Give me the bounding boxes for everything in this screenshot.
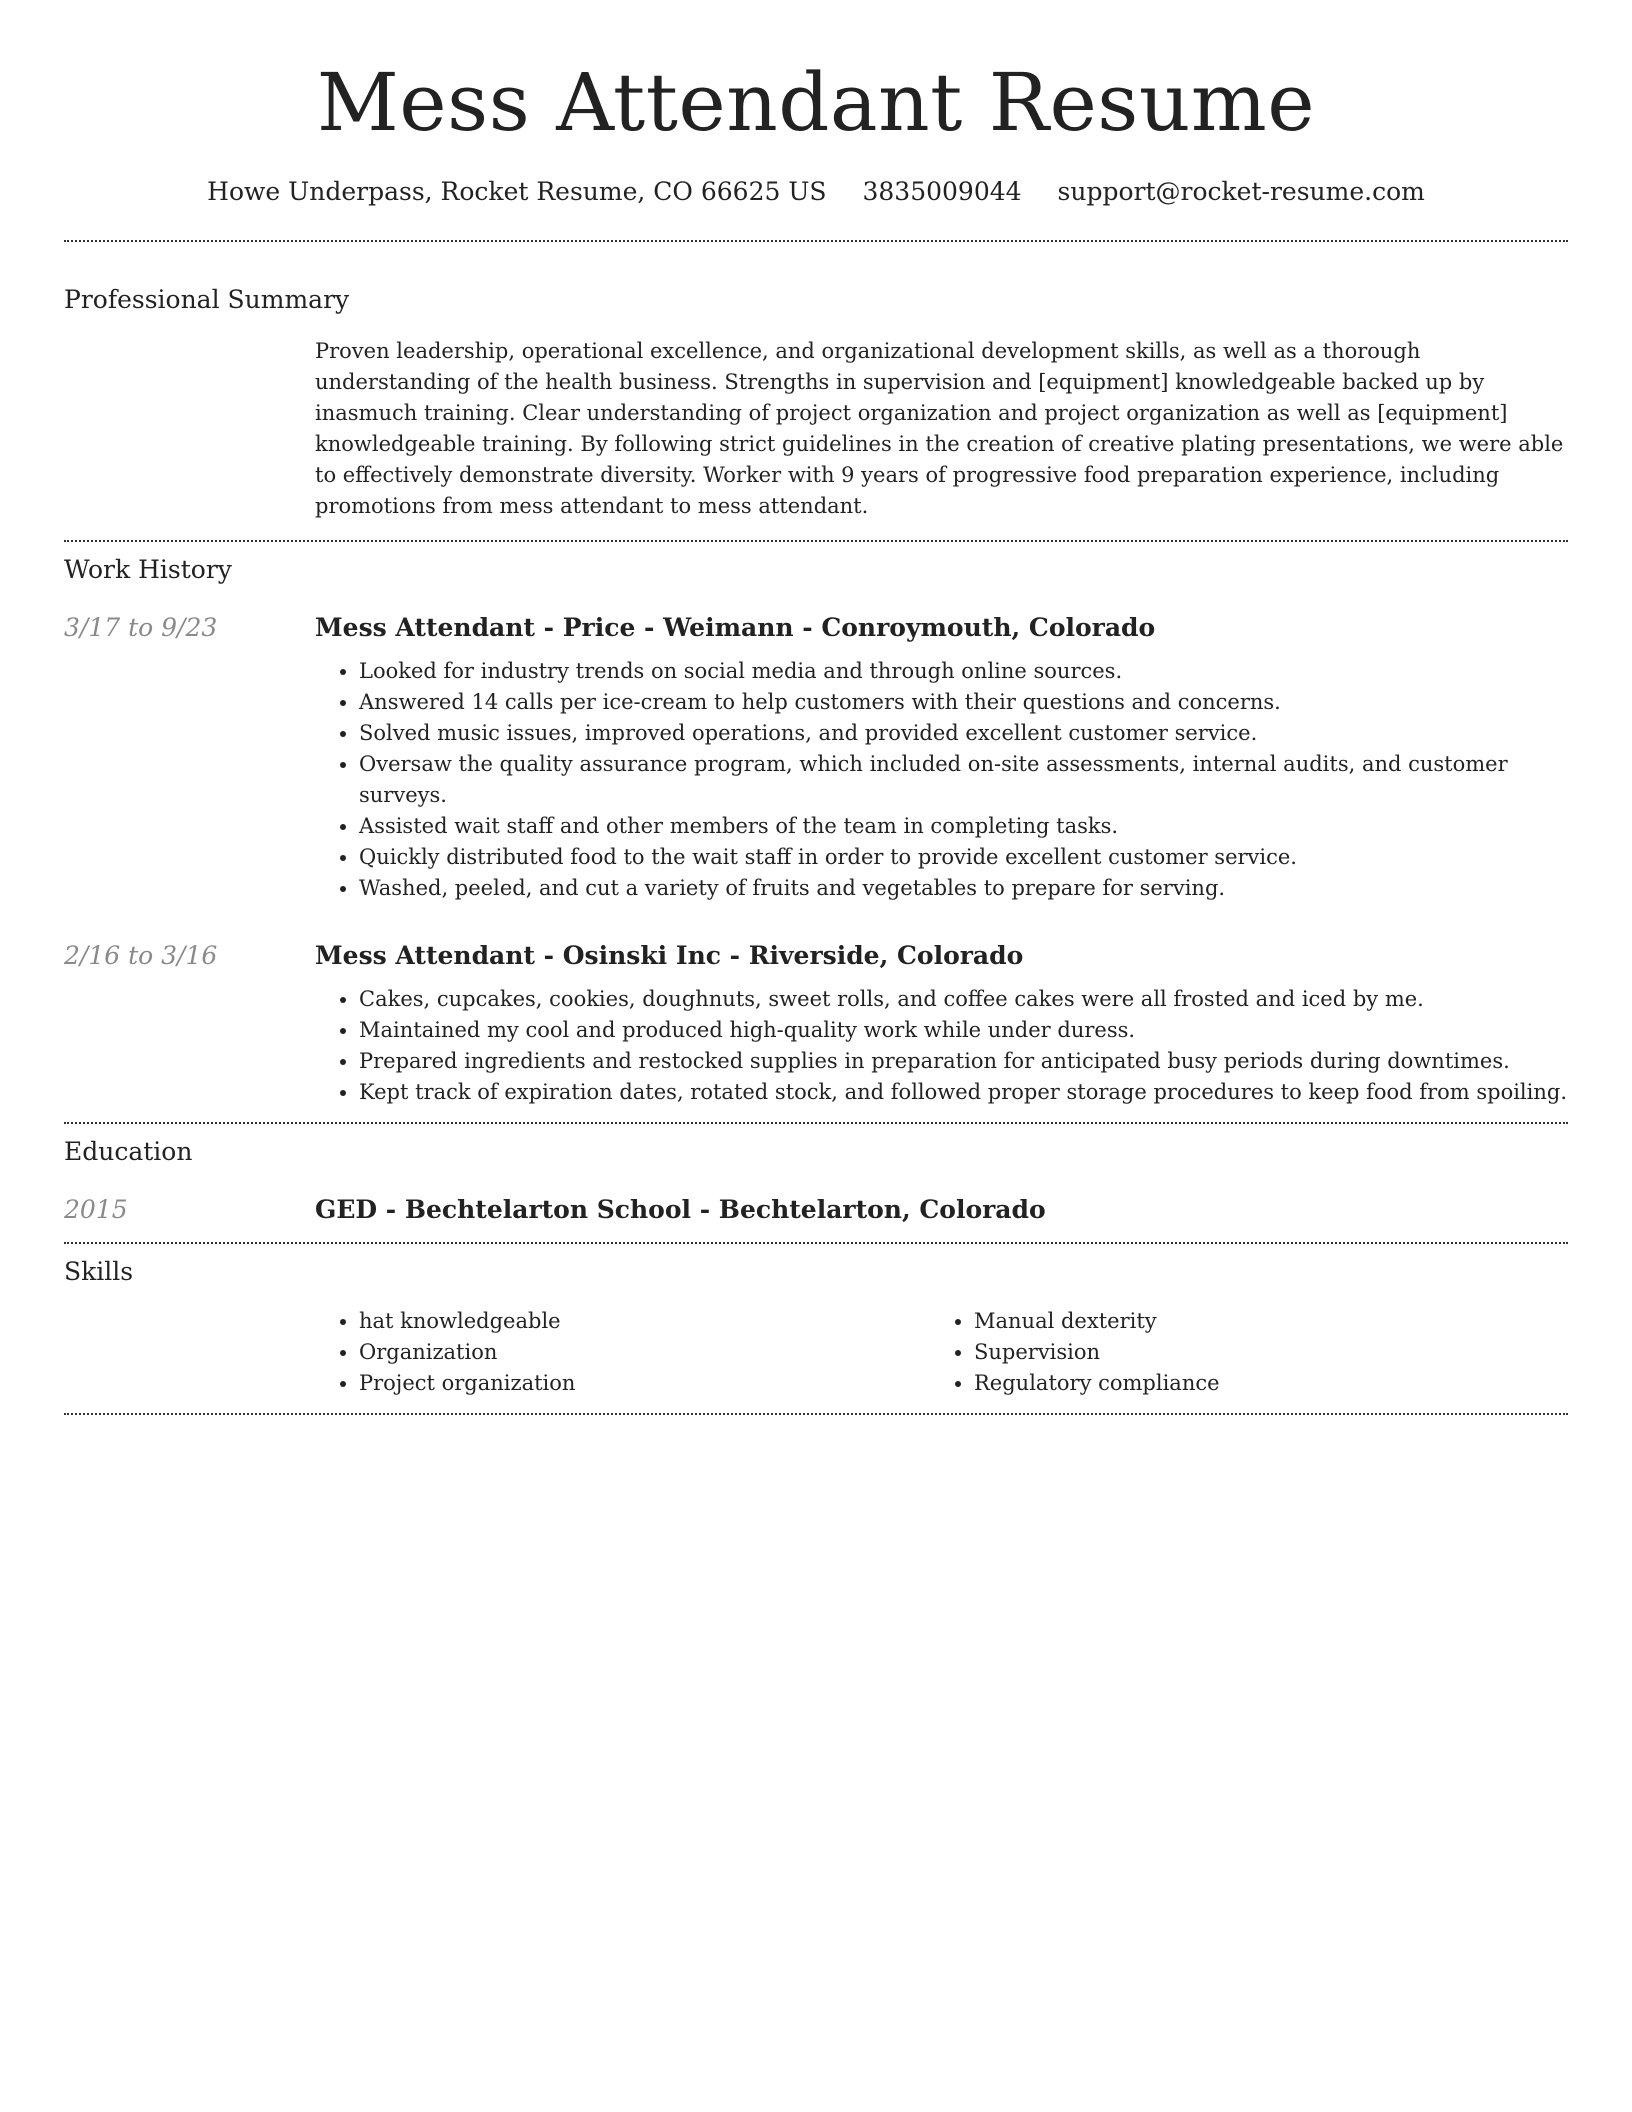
skills-heading: Skills bbox=[64, 1257, 134, 1286]
education-title: GED - Bechtelarton School - Bechtelarton, Colorado bbox=[315, 1195, 1046, 1224]
job-bullet: • Washed, peeled, and cut a variety of fruits and vegetables to prepare for serving. bbox=[359, 873, 1568, 904]
contact-line bbox=[64, 174, 1568, 210]
job-title: Mess Attendant - Osinski Inc - Riverside, Colorado bbox=[315, 941, 1024, 970]
skills-list-right bbox=[930, 1306, 1545, 1399]
job-bullet: • Cakes, cupcakes, cookies, doughnuts, sweet rolls, and coffee cakes were all frosted and iced by me. bbox=[359, 984, 1568, 1015]
work-history-heading: Work History bbox=[64, 555, 232, 584]
work-history-section bbox=[64, 542, 1568, 1122]
job-bullet: • Solved music issues, improved operations, and provided excellent customer service. bbox=[359, 718, 1568, 749]
skills-divider bbox=[64, 1413, 1568, 1415]
education-section bbox=[64, 1124, 1568, 1242]
job-bullet: • Answered 14 calls per ice-cream to help customers with their questions and concerns. bbox=[359, 687, 1568, 718]
job-entry bbox=[64, 938, 1568, 1108]
skills-grid bbox=[315, 1306, 1568, 1399]
skill-item: • hat knowledgeable bbox=[359, 1306, 930, 1337]
skill-item: • Manual dexterity bbox=[974, 1306, 1545, 1337]
job-dates: 3/17 to 9/23 bbox=[64, 613, 218, 642]
skill-item: • Organization bbox=[359, 1337, 930, 1368]
job-bullets bbox=[315, 656, 1568, 904]
skill-item: • Project organization bbox=[359, 1368, 930, 1399]
summary-section bbox=[64, 242, 1568, 540]
job-entry bbox=[64, 610, 1568, 904]
job-bullet: • Prepared ingredients and restocked supplies in preparation for anticipated busy periods during downtimes. bbox=[359, 1046, 1568, 1077]
job-dates: 2/16 to 3/16 bbox=[64, 941, 218, 970]
job-bullet: • Looked for industry trends on social media and through online sources. bbox=[359, 656, 1568, 687]
skills-list-left bbox=[315, 1306, 930, 1399]
education-heading: Education bbox=[64, 1137, 193, 1166]
contact-phone: 3835009044 bbox=[862, 177, 1022, 206]
contact-email: support@rocket-resume.com bbox=[1057, 177, 1425, 206]
education-entry bbox=[64, 1192, 1568, 1228]
job-bullet: • Oversaw the quality assurance program, which included on-site assessments, internal audits, and customer surveys. bbox=[359, 749, 1568, 811]
job-bullets bbox=[315, 984, 1568, 1108]
contact-address: Howe Underpass, Rocket Resume, CO 66625 US bbox=[207, 177, 827, 206]
job-bullet: • Maintained my cool and produced high-quality work while under duress. bbox=[359, 1015, 1568, 1046]
summary-spacer bbox=[64, 336, 315, 522]
job-bullet: • Quickly distributed food to the wait staff in order to provide excellent customer service. bbox=[359, 842, 1568, 873]
resume-title: Mess Attendant Resume bbox=[316, 56, 1316, 149]
job-title: Mess Attendant - Price - Weimann - Conroymouth, Colorado bbox=[315, 613, 1156, 642]
skills-spacer bbox=[64, 1306, 315, 1399]
summary-heading: Professional Summary bbox=[64, 285, 350, 314]
education-year: 2015 bbox=[64, 1195, 128, 1224]
skills-section bbox=[64, 1244, 1568, 1413]
summary-text: Proven leadership, operational excellence, and organizational development skills, as well as a thorough understanding of the health business. Strengths in supervision and [equipment] knowledgeable backed up by inasmuch training. Clear understanding of project organization and project organization as well as [equipment] knowledgeable training. By following strict guidelines in the creation of creative plating presentations, we were able to effectively demonstrate diversity. Worker with 9 years of progressive food preparation experience, including promotions from mess attendant to mess attendant. bbox=[315, 339, 1564, 518]
job-bullet: • Kept track of expiration dates, rotated stock, and followed proper storage procedures to keep food from spoiling. bbox=[359, 1077, 1568, 1108]
job-bullet: • Assisted wait staff and other members of the team in completing tasks. bbox=[359, 811, 1568, 842]
skill-item: • Supervision bbox=[974, 1337, 1545, 1368]
skill-item: • Regulatory compliance bbox=[974, 1368, 1545, 1399]
